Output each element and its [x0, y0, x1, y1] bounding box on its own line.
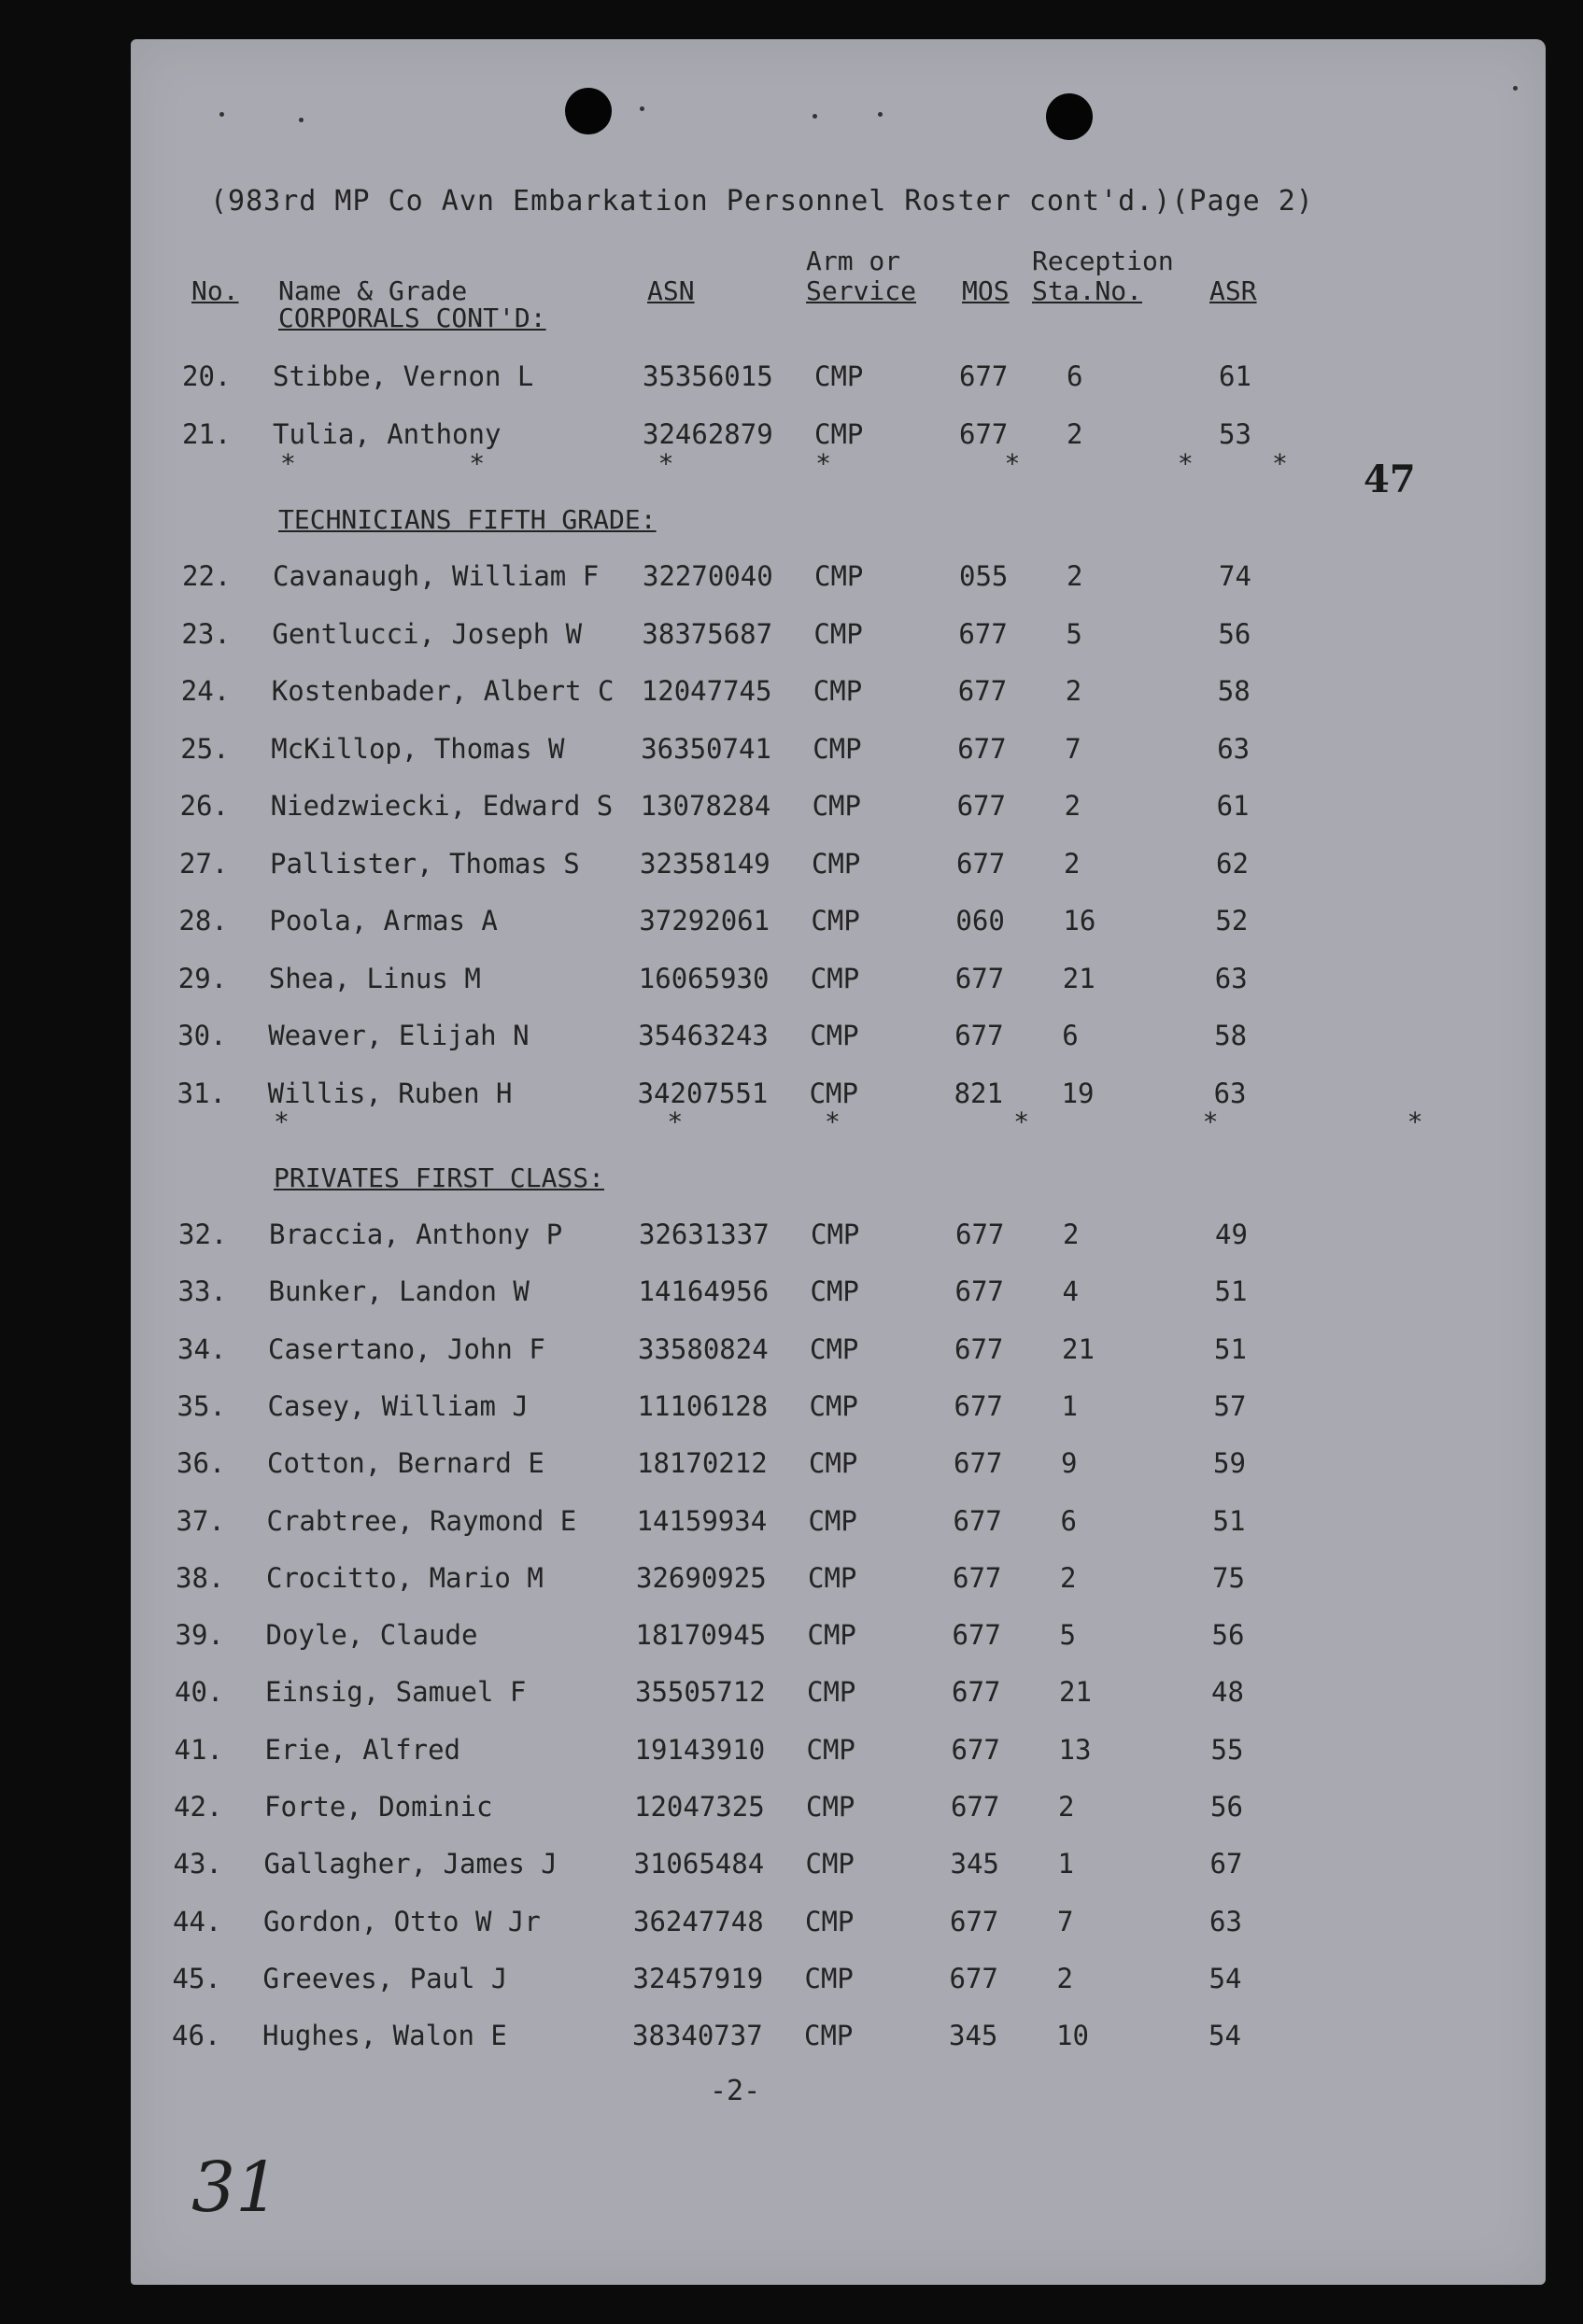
- cell-arm: CMP: [814, 560, 864, 592]
- col-arm: Arm or Service: [806, 246, 917, 306]
- cell-asr: 58: [1217, 675, 1251, 707]
- cell-name: Shea, Linus M: [268, 962, 481, 994]
- speck: [813, 114, 817, 119]
- cell-name: Cavanaugh, William F: [273, 560, 600, 592]
- cell-name: Weaver, Elijah N: [268, 1020, 530, 1051]
- cell-name: Cotton, Bernard E: [267, 1447, 544, 1480]
- roster-row: [0, 905, 1583, 951]
- col-mos: MOS: [962, 275, 1010, 306]
- separator-stars: * * * * * * *: [280, 448, 1288, 479]
- cell-sta: 10: [1056, 2020, 1089, 2052]
- cell-asn: 36350741: [641, 732, 771, 765]
- cell-sta: 21: [1059, 1676, 1092, 1709]
- cell-no: 43.: [173, 1848, 222, 1880]
- roster-row: [0, 1447, 1583, 1494]
- cell-asn: 37292061: [639, 905, 770, 937]
- cell-name: Stibbe, Vernon L: [273, 360, 534, 392]
- cell-no: 28.: [178, 905, 228, 937]
- cell-mos: 677: [954, 1332, 1004, 1365]
- cell-name: McKillop, Thomas W: [271, 732, 565, 765]
- cell-sta: 1: [1057, 1848, 1074, 1880]
- cell-no: 46.: [172, 2020, 221, 2052]
- cell-asn: 32690925: [636, 1561, 767, 1594]
- cell-mos: 060: [955, 905, 1005, 937]
- cell-mos: 677: [959, 360, 1009, 392]
- cell-sta: 6: [1067, 360, 1083, 392]
- cell-name: Tulia, Anthony: [273, 417, 502, 450]
- cell-mos: 677: [949, 1962, 998, 1994]
- cell-asr: 63: [1217, 732, 1251, 765]
- cell-asn: 32270040: [643, 560, 773, 592]
- cell-no: 42.: [174, 1791, 223, 1823]
- cell-sta: 7: [1057, 1905, 1074, 1937]
- cell-arm: CMP: [804, 1962, 854, 1994]
- cell-mos: 821: [954, 1077, 1003, 1109]
- cell-asr: 56: [1218, 617, 1251, 650]
- roster-row: [0, 560, 1583, 607]
- cell-name: Crocitto, Mario M: [266, 1561, 544, 1594]
- cell-asn: 32631337: [639, 1218, 770, 1250]
- cell-asn: 38375687: [642, 617, 773, 650]
- cell-asn: 14164956: [638, 1275, 770, 1308]
- cell-mos: 345: [950, 1848, 999, 1880]
- speck: [299, 118, 304, 122]
- section-corporals: CORPORALS CONT'D:: [278, 303, 546, 333]
- cell-name: Gallagher, James J: [263, 1848, 558, 1880]
- speck: [1513, 86, 1518, 91]
- roster-row: [0, 790, 1583, 837]
- cell-sta: 1: [1061, 1389, 1078, 1422]
- cell-asr: 51: [1212, 1504, 1246, 1537]
- roster-row: [0, 675, 1583, 722]
- cell-arm: CMP: [807, 1619, 856, 1652]
- cell-no: 24.: [180, 675, 231, 707]
- cell-asn: 32462879: [643, 417, 773, 450]
- cell-arm: CMP: [808, 1561, 857, 1594]
- cell-asr: 48: [1211, 1676, 1244, 1709]
- cell-mos: 677: [954, 962, 1005, 994]
- cell-asr: 63: [1209, 1905, 1242, 1937]
- cell-asr: 56: [1210, 1791, 1243, 1823]
- cell-mos: 677: [954, 1389, 1003, 1422]
- cell-name: Bunker, Landon W: [268, 1275, 530, 1308]
- cell-no: 37.: [176, 1504, 225, 1537]
- cell-sta: 2: [1067, 417, 1083, 450]
- cell-sta: 16: [1063, 905, 1096, 937]
- cell-sta: 21: [1062, 962, 1095, 994]
- section-technicians: TECHNICIANS FIFTH GRADE:: [278, 504, 657, 535]
- cell-sta: 7: [1065, 732, 1081, 765]
- cell-arm: CMP: [814, 417, 864, 450]
- cell-arm: CMP: [809, 1389, 858, 1422]
- cell-asr: 49: [1215, 1218, 1248, 1250]
- cell-asn: 35356015: [643, 360, 773, 392]
- cell-sta: 5: [1066, 617, 1082, 650]
- cell-asn: 32358149: [640, 847, 770, 880]
- cell-asn: 11106128: [637, 1389, 769, 1422]
- cell-no: 30.: [177, 1020, 227, 1051]
- punch-hole: [1046, 93, 1093, 140]
- cell-name: Doyle, Claude: [265, 1619, 478, 1652]
- cell-arm: CMP: [813, 617, 863, 650]
- cell-no: 38.: [176, 1561, 225, 1594]
- roster-row: [0, 1619, 1583, 1666]
- cell-no: 31.: [177, 1077, 226, 1109]
- cell-asr: 54: [1208, 2020, 1241, 2052]
- cell-mos: 677: [958, 617, 1008, 650]
- cell-arm: CMP: [807, 1676, 856, 1709]
- cell-asr: 56: [1211, 1619, 1245, 1652]
- roster-row: [0, 1020, 1583, 1066]
- cell-mos: 055: [959, 560, 1009, 592]
- cell-asr: 53: [1219, 417, 1251, 450]
- handwritten-number: 31: [191, 2148, 280, 2228]
- roster-row: [0, 1218, 1583, 1265]
- cell-no: 26.: [179, 790, 229, 822]
- speck: [878, 112, 883, 117]
- cell-no: 25.: [180, 732, 230, 765]
- cell-sta: 2: [1056, 1962, 1073, 1994]
- cell-arm: CMP: [813, 732, 862, 765]
- cell-asr: 63: [1214, 962, 1248, 994]
- cell-no: 23.: [181, 617, 231, 650]
- cell-arm: CMP: [810, 1275, 859, 1308]
- col-asn: ASN: [647, 275, 695, 306]
- cell-asn: 18170945: [635, 1619, 767, 1652]
- cell-mos: 345: [949, 2020, 998, 2052]
- cell-sta: 2: [1064, 847, 1081, 880]
- cell-asn: 14159934: [636, 1504, 768, 1537]
- cell-name: Gordon, Otto W Jr: [263, 1905, 541, 1937]
- cell-asn: 13078284: [640, 790, 771, 822]
- cell-mos: 677: [957, 675, 1008, 707]
- cell-name: Casey, William J: [267, 1389, 529, 1422]
- cell-asn: 12047325: [634, 1791, 765, 1823]
- roster-row: [0, 1963, 1583, 2009]
- cell-mos: 677: [952, 1619, 1001, 1652]
- cell-mos: 677: [954, 1447, 1003, 1480]
- cell-mos: 677: [951, 1733, 1000, 1766]
- cell-no: 36.: [177, 1447, 226, 1480]
- cell-asn: 34207551: [637, 1077, 769, 1109]
- cell-asr: 51: [1214, 1332, 1247, 1365]
- margin-number: 47: [1364, 458, 1416, 501]
- roster-row: [0, 360, 1583, 407]
- roster-row: [0, 1791, 1583, 1838]
- cell-asr: 59: [1213, 1447, 1246, 1480]
- roster-header: (983rd MP Co Avn Embarkation Personnel Roster cont'd.)(Page 2): [210, 185, 1314, 218]
- cell-arm: CMP: [808, 1504, 857, 1537]
- cell-asr: 58: [1214, 1020, 1248, 1051]
- cell-name: Kostenbader, Albert C: [271, 675, 615, 707]
- cell-mos: 677: [955, 1218, 1005, 1250]
- cell-sta: 2: [1058, 1791, 1075, 1823]
- cell-arm: CMP: [813, 675, 863, 707]
- cell-mos: 677: [953, 1504, 1002, 1537]
- roster-row: [0, 1906, 1583, 1952]
- cell-sta: 21: [1062, 1332, 1095, 1365]
- cell-no: 40.: [175, 1676, 224, 1709]
- cell-sta: 2: [1060, 1561, 1077, 1594]
- cell-asn: 38340737: [632, 2020, 763, 2052]
- cell-no: 39.: [175, 1619, 224, 1652]
- cell-asr: 57: [1213, 1389, 1247, 1422]
- cell-asr: 55: [1210, 1733, 1244, 1766]
- cell-arm: CMP: [810, 1020, 859, 1051]
- cell-asr: 52: [1215, 905, 1249, 937]
- roster-row: [0, 1562, 1583, 1609]
- cell-asr: 62: [1216, 847, 1249, 880]
- cell-no: 44.: [173, 1905, 222, 1937]
- cell-no: 21.: [182, 417, 232, 450]
- cell-arm: CMP: [805, 1905, 855, 1937]
- col-sta: Reception Sta.No.: [1032, 246, 1174, 306]
- cell-sta: 6: [1060, 1504, 1077, 1537]
- cell-arm: CMP: [812, 847, 861, 880]
- cell-mos: 677: [954, 1275, 1004, 1308]
- cell-no: 34.: [177, 1332, 227, 1365]
- cell-no: 35.: [177, 1389, 226, 1422]
- roster-row: [0, 848, 1583, 894]
- roster-row: [0, 2020, 1583, 2066]
- cell-arm: CMP: [811, 1218, 860, 1250]
- cell-asn: 36247748: [633, 1905, 764, 1937]
- col-name: Name & Grade: [278, 275, 468, 306]
- cell-mos: 677: [953, 1561, 1002, 1594]
- cell-mos: 677: [951, 1791, 1000, 1823]
- cell-arm: CMP: [806, 1791, 855, 1823]
- cell-arm: CMP: [811, 905, 860, 937]
- cell-arm: CMP: [806, 1733, 855, 1766]
- cell-asn: 35463243: [638, 1020, 769, 1051]
- cell-asr: 75: [1212, 1561, 1245, 1594]
- cell-asr: 61: [1219, 360, 1251, 392]
- cell-asn: 32457919: [632, 1962, 764, 1994]
- cell-name: Einsig, Samuel F: [265, 1676, 527, 1709]
- roster-row: [0, 1333, 1583, 1380]
- roster-row: [0, 1390, 1583, 1437]
- cell-name: Crabtree, Raymond E: [266, 1504, 577, 1537]
- cell-asn: 31065484: [633, 1848, 765, 1880]
- cell-asr: 67: [1209, 1848, 1243, 1880]
- cell-asr: 61: [1216, 790, 1250, 822]
- cell-arm: CMP: [805, 1848, 855, 1880]
- roster-row: [0, 1275, 1583, 1322]
- cell-sta: 2: [1063, 1218, 1080, 1250]
- col-no: No.: [191, 275, 239, 306]
- speck: [219, 112, 224, 117]
- cell-arm: CMP: [812, 790, 861, 822]
- roster-row: [0, 1734, 1583, 1781]
- roster-row: [0, 1848, 1583, 1894]
- cell-mos: 677: [954, 1020, 1004, 1051]
- cell-name: Erie, Alfred: [264, 1733, 461, 1766]
- cell-name: Hughes, Walon E: [262, 2020, 507, 2052]
- cell-no: 27.: [179, 847, 229, 880]
- cell-asn: 16065930: [638, 962, 770, 994]
- cell-arm: CMP: [809, 1447, 858, 1480]
- cell-sta: 5: [1059, 1619, 1076, 1652]
- cell-asr: 74: [1219, 560, 1251, 592]
- punch-hole: [565, 88, 612, 134]
- cell-asn: 35505712: [635, 1676, 766, 1709]
- cell-no: 33.: [177, 1275, 227, 1308]
- cell-sta: 6: [1062, 1020, 1079, 1051]
- cell-sta: 2: [1064, 790, 1081, 822]
- cell-no: 29.: [177, 962, 228, 994]
- cell-no: 22.: [182, 560, 232, 592]
- roster-row: [0, 963, 1583, 1009]
- page-footer: -2-: [710, 2075, 761, 2107]
- col-asr: ASR: [1209, 275, 1257, 306]
- cell-arm: CMP: [810, 962, 860, 994]
- cell-asn: 12047745: [641, 675, 772, 707]
- cell-sta: 13: [1058, 1733, 1092, 1766]
- cell-name: Poola, Armas A: [269, 905, 498, 937]
- cell-name: Gentlucci, Joseph W: [272, 617, 583, 650]
- cell-mos: 677: [959, 417, 1009, 450]
- speck: [640, 106, 644, 111]
- cell-no: 20.: [182, 360, 232, 392]
- cell-name: Braccia, Anthony P: [269, 1218, 563, 1250]
- cell-no: 45.: [172, 1962, 221, 1994]
- cell-arm: CMP: [814, 360, 864, 392]
- separator-stars: * * * * * *: [274, 1106, 1423, 1137]
- cell-name: Niedzwiecki, Edward S: [270, 790, 614, 822]
- cell-mos: 677: [950, 1905, 999, 1937]
- roster-row: [0, 1676, 1583, 1723]
- cell-no: 32.: [178, 1218, 228, 1250]
- cell-sta: 9: [1061, 1447, 1078, 1480]
- cell-mos: 677: [956, 847, 1006, 880]
- cell-arm: CMP: [810, 1332, 859, 1365]
- cell-name: Casertano, John F: [268, 1332, 545, 1365]
- cell-no: 41.: [174, 1733, 223, 1766]
- cell-sta: 4: [1062, 1275, 1079, 1308]
- cell-asn: 19143910: [634, 1733, 766, 1766]
- cell-mos: 677: [957, 732, 1007, 765]
- section-privates: PRIVATES FIRST CLASS:: [274, 1162, 605, 1193]
- cell-asn: 33580824: [638, 1332, 769, 1365]
- cell-arm: CMP: [804, 2020, 854, 2052]
- cell-sta: 2: [1067, 560, 1083, 592]
- cell-sta: 2: [1065, 675, 1082, 707]
- cell-name: Forte, Dominic: [264, 1791, 493, 1823]
- roster-row: [0, 1505, 1583, 1552]
- cell-arm: CMP: [809, 1077, 858, 1109]
- cell-asn: 18170212: [637, 1447, 768, 1480]
- cell-mos: 677: [952, 1676, 1001, 1709]
- roster-row: [0, 618, 1583, 665]
- cell-name: Pallister, Thomas S: [270, 847, 580, 880]
- cell-name: Greeves, Paul J: [262, 1962, 508, 1994]
- cell-asr: 51: [1214, 1275, 1248, 1308]
- cell-asr: 54: [1208, 1962, 1242, 1994]
- roster-row: [0, 733, 1583, 780]
- cell-name: Willis, Ruben H: [267, 1077, 513, 1109]
- cell-mos: 677: [956, 790, 1006, 822]
- cell-asr: 63: [1213, 1077, 1247, 1109]
- cell-sta: 19: [1061, 1077, 1095, 1109]
